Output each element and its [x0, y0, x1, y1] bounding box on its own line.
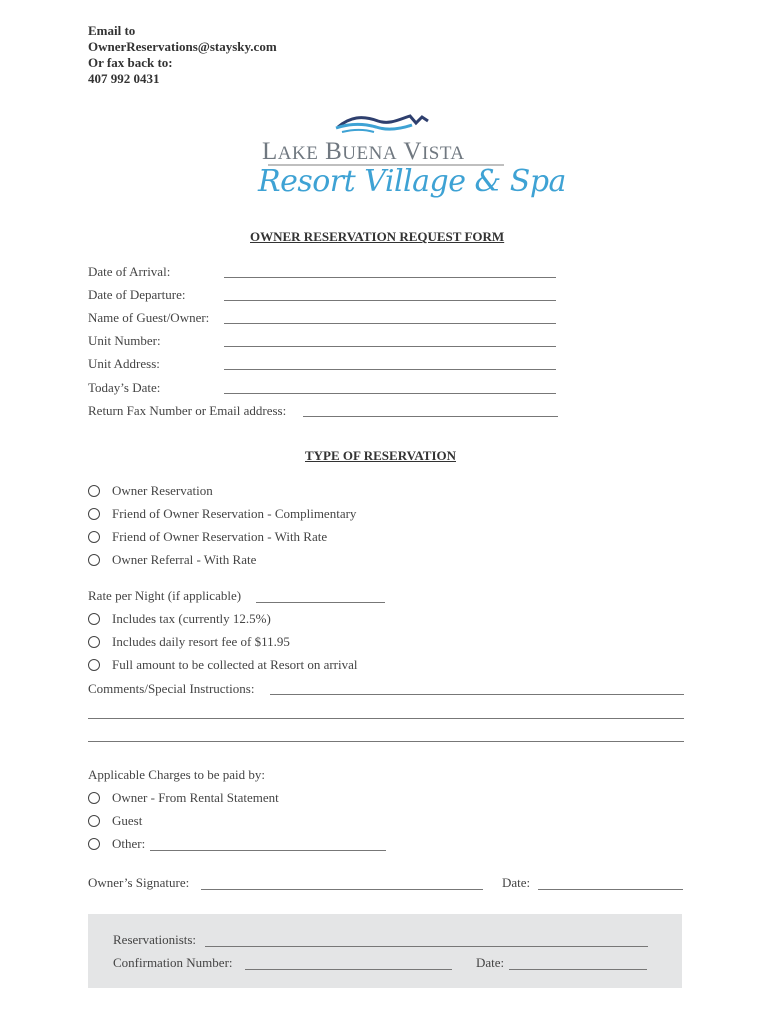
reservationists-field[interactable]	[205, 946, 648, 947]
form-title: OWNER RESERVATION REQUEST FORM	[250, 229, 505, 244]
unit-address-label: Unit Address:	[88, 356, 160, 371]
option-guest: Guest	[112, 813, 143, 828]
departure-field[interactable]	[224, 300, 556, 301]
signature-label: Owner’s Signature:	[88, 875, 190, 890]
contact-line-fax: Or fax back to:	[88, 55, 173, 70]
radio-collect-on-arrival[interactable]	[88, 659, 100, 671]
confirmation-label: Confirmation Number:	[113, 955, 233, 970]
reservationists-label: Reservationists:	[113, 932, 197, 947]
confirmation-field[interactable]	[245, 969, 452, 970]
return-contact-label: Return Fax Number or Email address:	[88, 403, 287, 418]
charges-label: Applicable Charges to be paid by:	[88, 767, 266, 782]
contact-block	[88, 23, 277, 87]
comments-label: Comments/Special Instructions:	[88, 681, 255, 696]
rate-label: Rate per Night (if applicable)	[88, 588, 242, 603]
arrival-field[interactable]	[224, 277, 556, 278]
radio-resort-fee[interactable]	[88, 636, 100, 648]
radio-owner-rental-statement[interactable]	[88, 792, 100, 804]
signature-date-field[interactable]	[538, 889, 683, 890]
option-other: Other:	[112, 836, 146, 851]
unit-number-label: Unit Number:	[88, 333, 161, 348]
option-owner-reservation: Owner Reservation	[112, 483, 213, 498]
contact-fax-number: 407 992 0431	[88, 71, 160, 86]
comments-field-line-3[interactable]	[88, 741, 684, 742]
other-field[interactable]	[150, 850, 386, 851]
radio-other[interactable]	[88, 838, 100, 850]
logo-title	[262, 138, 465, 166]
option-friend-complimentary: Friend of Owner Reservation - Complimentary	[112, 506, 357, 521]
logo-letters: AKE	[277, 143, 319, 164]
radio-friend-complimentary[interactable]	[88, 508, 100, 520]
option-collect-on-arrival: Full amount to be collected at Resort on arrival	[112, 657, 358, 672]
reservation-type-title: TYPE OF RESERVATION	[305, 448, 456, 463]
departure-label: Date of Departure:	[88, 287, 186, 302]
todays-date-label: Today’s Date:	[88, 380, 161, 395]
comments-field-line-2[interactable]	[88, 718, 684, 719]
office-date-label: Date:	[476, 955, 505, 970]
office-use-box	[88, 914, 682, 988]
comments-field-line-1[interactable]	[270, 694, 684, 695]
contact-email: OwnerReservations@staysky.com	[88, 39, 277, 54]
option-owner-referral: Owner Referral - With Rate	[112, 552, 257, 567]
unit-number-field[interactable]	[224, 346, 556, 347]
option-includes-tax: Includes tax (currently 12.5%)	[112, 611, 271, 626]
unit-address-field[interactable]	[224, 369, 556, 370]
logo-letters: UENA	[342, 143, 398, 164]
radio-guest[interactable]	[88, 815, 100, 827]
radio-owner-referral[interactable]	[88, 554, 100, 566]
guest-owner-field[interactable]	[224, 323, 556, 324]
option-owner-rental-statement: Owner - From Rental Statement	[112, 790, 279, 805]
radio-owner-reservation[interactable]	[88, 485, 100, 497]
logo-letters: ISTA	[421, 143, 465, 164]
signature-date-label: Date:	[502, 875, 531, 890]
todays-date-field[interactable]	[224, 393, 556, 394]
logo-letter: B	[325, 138, 343, 165]
return-contact-field[interactable]	[303, 416, 558, 417]
signature-field[interactable]	[201, 889, 483, 890]
contact-line-email-to: Email to	[88, 23, 136, 38]
radio-includes-tax[interactable]	[88, 613, 100, 625]
office-date-field[interactable]	[509, 969, 647, 970]
arrival-label: Date of Arrival:	[88, 264, 171, 279]
logo-letter: V	[403, 138, 422, 165]
radio-friend-with-rate[interactable]	[88, 531, 100, 543]
logo-letter: L	[262, 138, 278, 165]
guest-owner-label: Name of Guest/Owner:	[88, 310, 210, 325]
rate-field[interactable]	[256, 602, 385, 603]
option-friend-with-rate: Friend of Owner Reservation - With Rate	[112, 529, 328, 544]
option-resort-fee: Includes daily resort fee of $11.95	[112, 634, 290, 649]
logo-subtitle: Resort Village & Spa	[258, 164, 566, 199]
